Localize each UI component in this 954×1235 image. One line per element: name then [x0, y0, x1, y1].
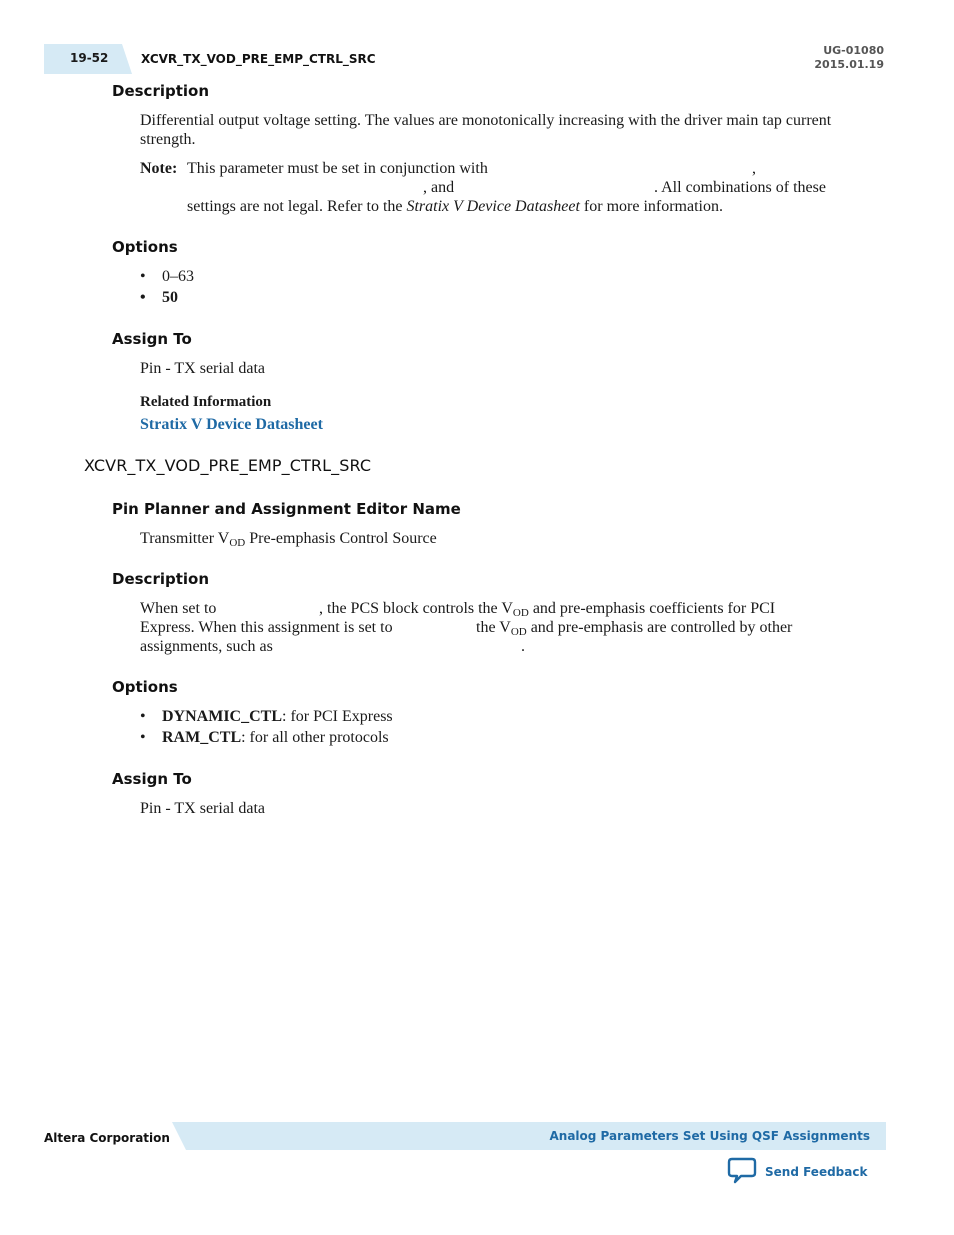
- speech-bubble-icon: [727, 1156, 757, 1189]
- description-text: Differential output voltage setting. The values are monotonically increasing with the driver main tap current strength.: [140, 112, 832, 148]
- list-item: [140, 706, 393, 727]
- note-and: , and: [423, 179, 455, 196]
- list-item: [140, 727, 393, 748]
- send-feedback-link[interactable]: [727, 1158, 867, 1186]
- doc-id-block: [814, 44, 884, 72]
- options-heading: Options: [112, 238, 178, 256]
- option-name: RAM_CTL: [162, 729, 242, 746]
- note-block: [140, 159, 850, 216]
- description-heading: Description: [112, 82, 210, 100]
- note-line-3-pre: settings are not legal. Refer to the: [187, 198, 403, 215]
- assign-to-heading: Assign To: [112, 770, 192, 788]
- note-line-3-post: for more information.: [583, 198, 723, 215]
- section-title: XCVR_TX_VOD_PRE_EMP_CTRL_SRC: [84, 456, 372, 475]
- desc-line-2-c: and pre-emphasis are controlled by other: [530, 619, 793, 636]
- header-title: XCVR_TX_VOD_PRE_EMP_CTRL_SRC: [141, 52, 376, 66]
- options-list: [140, 266, 194, 308]
- list-item: • 0–63: [140, 266, 194, 287]
- vod-subscript: OD: [510, 626, 527, 638]
- related-info-label: Related Information: [140, 394, 272, 410]
- desc-line-3-a: assignments, such as: [140, 638, 273, 655]
- send-feedback-label: Send Feedback: [765, 1165, 868, 1179]
- note-comma: ,: [752, 160, 756, 177]
- list-item-default: • 50: [140, 287, 194, 308]
- pin-planner-pre: Transmitter V: [140, 530, 230, 547]
- description-text: [140, 599, 840, 656]
- pin-planner-post: Pre-emphasis Control Source: [249, 530, 437, 547]
- note-tail: . All combinations of these: [654, 179, 826, 196]
- page-number: 19-52: [70, 51, 109, 65]
- pin-planner-name: [140, 529, 437, 548]
- desc-line-1-a: When set to: [140, 600, 217, 617]
- desc-line-2-b-text: the V: [476, 619, 511, 636]
- assign-to-heading: Assign To: [112, 330, 192, 348]
- desc-line-2-b: [476, 618, 792, 637]
- doc-id: UG-01080: [823, 44, 884, 57]
- footer-company: Altera Corporation: [44, 1131, 170, 1145]
- desc-line-1-b: [319, 599, 775, 618]
- desc-line-2-a: Express. When this assignment is set to: [140, 619, 393, 636]
- note-label: Note:: [140, 160, 178, 177]
- footer-chapter-link[interactable]: Analog Parameters Set Using QSF Assignments: [549, 1129, 870, 1143]
- note-line-3: [140, 197, 850, 216]
- vod-subscript: OD: [512, 607, 529, 619]
- datasheet-link[interactable]: Stratix V Device Datasheet: [140, 416, 323, 433]
- description-heading: Description: [112, 570, 210, 588]
- options-list: [140, 706, 393, 748]
- option-name: DYNAMIC_CTL: [162, 708, 282, 725]
- option-desc: : for PCI Express: [282, 708, 393, 725]
- assign-to-text: Pin - TX serial data: [140, 360, 266, 377]
- desc-line-1-b-text: , the PCS block controls the V: [319, 600, 513, 617]
- vod-subscript: OD: [229, 537, 246, 549]
- doc-date: 2015.01.19: [814, 58, 884, 71]
- option-desc: : for all other protocols: [241, 729, 389, 746]
- pin-planner-heading: Pin Planner and Assignment Editor Name: [112, 500, 461, 518]
- assign-to-text: Pin - TX serial data: [140, 800, 266, 817]
- desc-line-1-c: and pre-emphasis coefficients for PCI: [532, 600, 776, 617]
- options-heading: Options: [112, 678, 178, 696]
- note-line-1: This parameter must be set in conjunction with: [187, 160, 488, 177]
- desc-line-3-period: .: [521, 638, 525, 655]
- note-datasheet-title: Stratix V Device Datasheet: [406, 198, 580, 215]
